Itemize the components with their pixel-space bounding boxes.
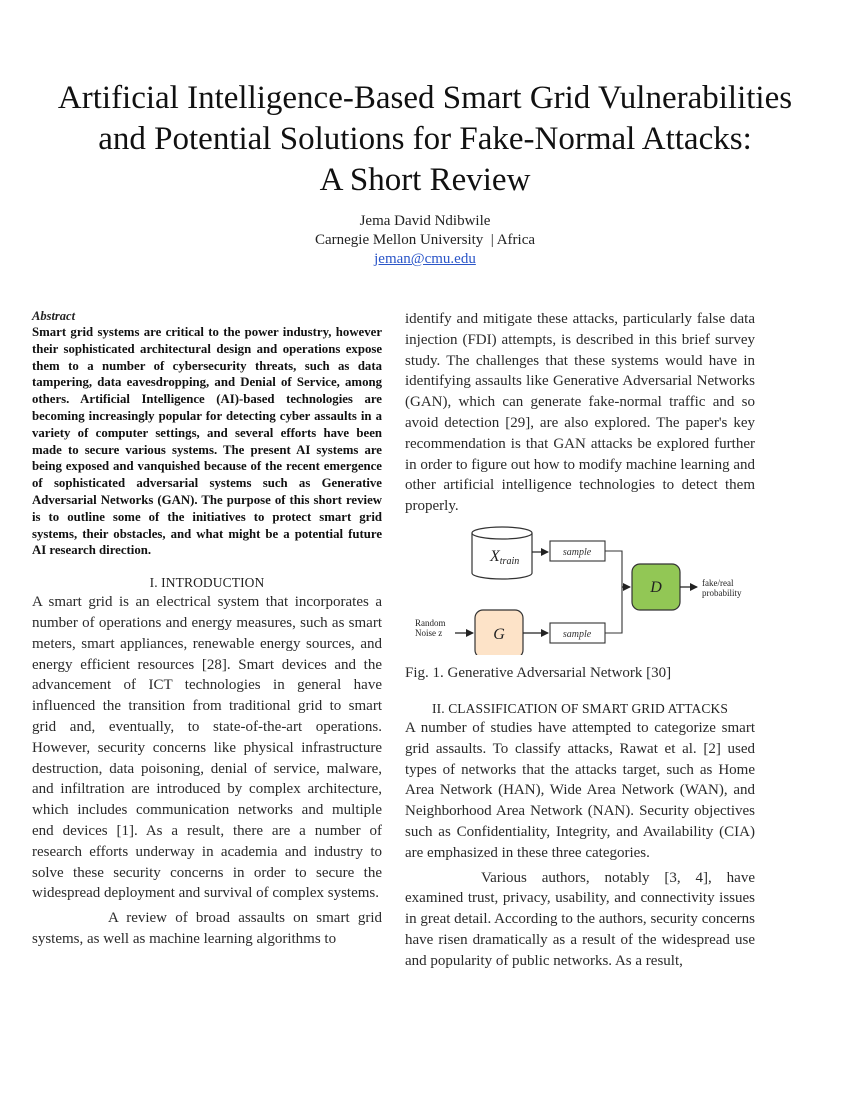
title-line-1: Artificial Intelligence-Based Smart Grid Vulnerabilities [57,80,793,116]
paper-title [0,78,850,201]
svg-text:sample: sample [562,628,592,640]
author-affiliation: Carnegie Mellon University | Africa [314,232,536,248]
section-heading-classification: II. CLASSIFICATION OF SMART GRID ATTACKS [432,700,728,716]
intro-paragraph-2: A review of broad assaults on smart grid systems, as well as machine learning algorithms to [32,910,382,947]
right-column [405,309,755,972]
svg-text:G: G [493,625,505,643]
section-heading-introduction: I. INTRODUCTION [149,575,265,591]
svg-text:Noise z: Noise z [415,627,443,638]
training-data-cylinder-icon [472,527,532,579]
title-line-3: A Short Review [319,162,531,198]
figure-caption: Fig. 1. Generative Adversarial Network [30] [405,664,672,681]
x-train-label: Xtrain [490,547,520,567]
svg-text:Random: Random [415,617,446,628]
svg-text:D: D [650,578,662,596]
svg-text:sample: sample [562,546,592,558]
left-column [32,309,382,950]
gan-figure [405,525,755,655]
intro-paragraph-1: A smart grid is an electrical system that incorporates a number of operations and energy measures, such as smart meters, smart appliances, renewable energy sources, and energy efficient resources [28]. Smart devices and the advancement of ICT technologies in general have influenced the transition from traditional grid to smart grid and, eventually, to state-of-the-art operations. However, security concerns like physical infrastructure destruction, data poisoning, denial of service, malware, and infiltration are introduced by complex architecture, which includes communication networks and multiple end devices [1]. As a result, there are a number of research efforts underway in academia and industry to solve these security concerns in order to secure the widespread deployment and survival of complex systems. [32,594,382,902]
author-email-link[interactable]: jeman@cmu.edu [374,251,476,267]
abstract-text: Smart grid systems are critical to the power industry, however their sophisticated architectural design and operations expose them to a number of cybersecurity threats, such as data tampering, data eavesdropping, and Denial of Service, among others. Artificial Intelligence (AI)-based technologies are becoming increasingly popular for detecting cyber assaults in a variety of computer settings, and several efforts have been made to secure various systems. The present AI systems are being exposed and vanquished because of the recent emergence of sophisticated adversarial systems such as Generative Adversarial Networks (GAN). The purpose of this short review is to outline some of the initiatives to protect smart grid systems, their obstacles, and what might be a potential future AI research direction. [32,325,382,558]
svg-text:fake/real: fake/real [702,577,734,588]
author-block [0,212,850,269]
author-name: Jema David Ndibwile [359,213,491,229]
title-line-2: and Potential Solutions for Fake-Normal Attacks: [98,121,752,157]
gan-diagram [405,525,755,655]
svg-text:probability: probability [702,587,742,598]
intro-paragraph-2-continued: identify and mitigate these attacks, particularly false data injection (FDI) attempts, is described in this brief survey study. The challenges that these systems would have in identifying assaults like Generative Adversarial Networks (GAN), which can generate fake-normal traffic and so avoid detection [29], are also explored. The paper's key recommendation is that GAN attacks be explored further in order to figure out how to modify machine learning and other artificial intelligence technologies to detect them properly. [405,311,755,515]
classification-paragraph-2: Various authors, notably [3, 4], have examined trust, privacy, usability, and connectivity issues in great detail. According to the authors, security concerns have risen dramatically as a result of the widespread use and popularity of public networks. As a result, [405,869,755,969]
classification-paragraph-1: A number of studies have attempted to categorize smart grid assaults. To classify attacks, Rawat et al. [2] used types of networks that the attacks target, such as Home Area Network (HAN), Wide Area Network (WAN), and Neighborhood Area Network (NAN). Security objectives such as Confidentiality, Integrity, and Availability (CIA) are emphasized in these three categories. [405,719,755,861]
abstract-heading: Abstract [32,309,76,323]
